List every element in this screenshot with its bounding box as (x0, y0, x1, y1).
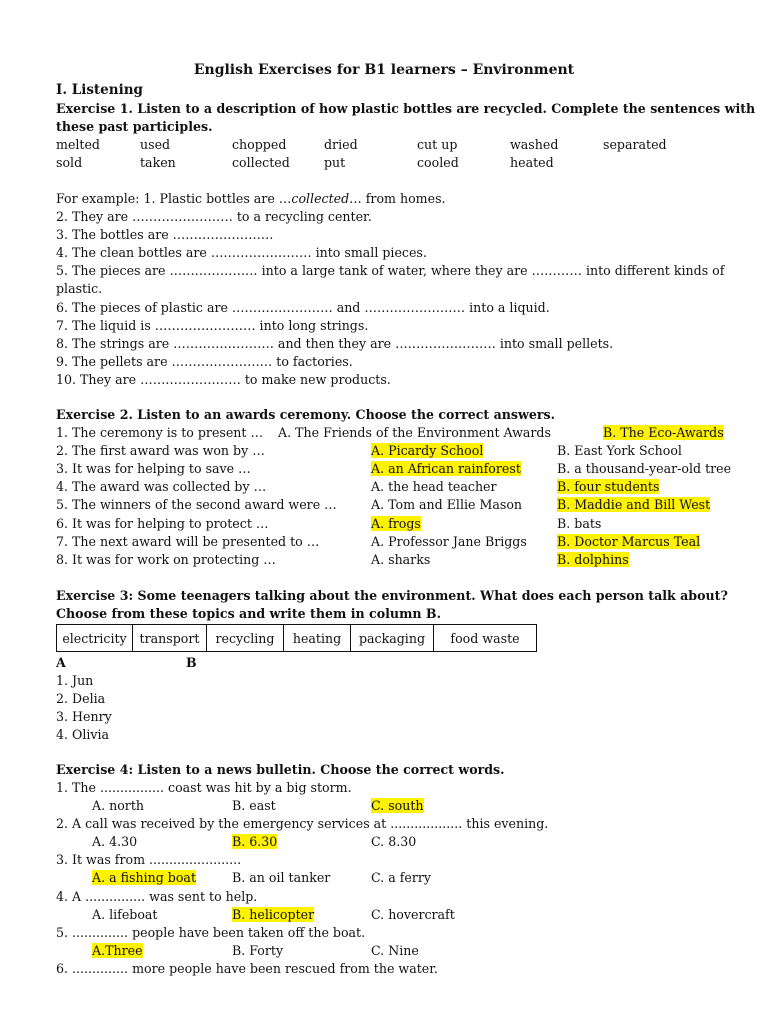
ex4-option-text: B. an oil tanker (232, 870, 331, 886)
section-heading: I. Listening (56, 82, 143, 98)
ex2-option-a (278, 425, 551, 441)
ex4-question: 2. A call was received by the emergency services at .................. this evening. (56, 816, 549, 832)
example-answer: collected (291, 191, 350, 206)
word-bank-word: washed (510, 137, 559, 152)
ex2-option-b (557, 479, 659, 495)
ex4-question: 5. .............. people have been taken off the boat. (56, 924, 366, 940)
ex4-option-text: A.Three (92, 942, 143, 958)
ex2-question (56, 497, 337, 513)
ex4-option (371, 834, 416, 850)
topics-table (56, 624, 537, 652)
ex2-option-b (557, 534, 700, 550)
ex2-option-b-text: B. The Eco-Awards (603, 425, 724, 440)
topic-cell: electricity (57, 625, 133, 652)
word-bank-word: separated (603, 137, 667, 152)
word-bank-word: melted (56, 137, 100, 152)
person-item: 3. Henry (56, 709, 112, 724)
ex1-sentence: plastic. (56, 281, 103, 296)
ex1-example (56, 191, 446, 207)
ex1-sentence: 10. They are …………………… to make new products. (56, 372, 391, 387)
ex1-sentence: 9. The pellets are …………………… to factories. (56, 354, 353, 369)
ex2-option-a-text: A. sharks (371, 552, 431, 567)
ex4-question: 6. .............. more people have been rescued from the water. (56, 961, 438, 976)
ex2-question-text: 1. The ceremony is to present … (56, 425, 264, 440)
ex2-option-b (557, 497, 710, 513)
ex2-option-a (371, 443, 483, 459)
word-bank-word: chopped (232, 137, 287, 152)
ex4-question: 1. The ................ coast was hit by a big storm. (56, 780, 352, 795)
word-bank-word: taken (140, 155, 176, 170)
ex2-option-a-text: A. frogs (371, 516, 421, 531)
ex4-option-text: C. Nine (371, 942, 419, 958)
ex4-question: 3. It was from ....................... (56, 852, 242, 868)
ex1-sentence: 6. The pieces of plastic are …………………… and …………………… into a liquid. (56, 300, 550, 315)
ex2-question-text: 7. The next award will be presented to … (56, 534, 320, 549)
word-bank-word: heated (510, 155, 554, 170)
ex4-option-text: A. lifeboat (92, 906, 158, 922)
topic-cell: recycling (207, 625, 284, 652)
ex2-option-a (371, 461, 521, 477)
ex2-option-a (371, 552, 430, 568)
ex4-option (371, 798, 424, 814)
ex4-option-text: A. north (92, 798, 144, 813)
ex4-question: 4. A ............... was sent to help. (56, 888, 258, 904)
ex4-option-text: B. 6.30 (232, 834, 278, 850)
ex2-option-a (371, 479, 497, 495)
word-bank-word: dried (324, 137, 358, 152)
ex2-option-b-text: B. Maddie and Bill West (557, 497, 711, 512)
ex2-question-text: 4. The award was collected by … (56, 479, 267, 494)
ex2-option-b (557, 461, 731, 477)
ex4-option (371, 870, 431, 886)
word-bank-word: put (324, 155, 346, 170)
ex2-option-b (557, 516, 601, 532)
ex4-option (371, 943, 419, 959)
ex4-option (371, 907, 455, 923)
ex2-question-text: 8. It was for work on protecting … (56, 552, 276, 567)
ex2-option-b (603, 425, 724, 441)
ex4-option-text: C. 8.30 (371, 834, 417, 850)
ex4-option-text: A. 4.30 (92, 834, 138, 850)
topic-cell: packaging (351, 625, 434, 652)
ex2-option-a-text: A. Professor Jane Briggs (371, 534, 527, 549)
ex3-heading-cont: Choose from these topics and write them in column B. (56, 606, 441, 621)
ex2-option-a-text: A. Picardy School (371, 443, 484, 458)
ex2-question-text: 2. The first award was won by … (56, 443, 265, 458)
ex1-sentence: 4. The clean bottles are …………………… into small pieces. (56, 245, 427, 260)
ex2-option-b-text: B. Doctor Marcus Teal (557, 534, 701, 549)
ex4-option-text: B. Forty (232, 942, 284, 958)
ex4-option-text: C. a ferry (371, 870, 431, 886)
ex2-option-a-text: A. Tom and Ellie Mason (371, 497, 523, 512)
ex4-option (232, 943, 283, 959)
ex2-question (56, 461, 251, 477)
topic-cell: heating (284, 625, 351, 652)
ex2-question-text: 6. It was for helping to protect … (56, 516, 269, 531)
word-bank-word: used (140, 137, 171, 152)
ex4-option-text: C. south (371, 798, 424, 813)
ex2-option-b-text: B. dolphins (557, 552, 629, 567)
ex2-option-a (371, 497, 522, 513)
ex4-option (92, 943, 143, 959)
column-b-header: B (186, 655, 197, 670)
ex3-heading: Exercise 3: Some teenagers talking about the environment. What does each person talk about? (56, 588, 728, 603)
person-item: 1. Jun (56, 673, 94, 688)
ex2-option-a (371, 534, 527, 550)
ex1-sentence: 7. The liquid is …………………… into long strings. (56, 318, 369, 333)
ex2-option-a-text: A. the head teacher (371, 479, 497, 494)
ex4-option (232, 798, 276, 814)
column-a-header: A (56, 655, 66, 670)
ex1-heading: Exercise 1. Listen to a description of how plastic bottles are recycled. Complete the sentences with (56, 101, 756, 116)
ex2-question (56, 552, 276, 568)
ex4-option (92, 834, 137, 850)
person-item: 2. Delia (56, 691, 106, 706)
example-prefix: For example: 1. Plastic bottles are … (56, 191, 292, 206)
ex4-option (232, 870, 330, 886)
word-bank-word: cooled (417, 155, 459, 170)
ex2-question (56, 425, 263, 441)
ex1-sentence: 5. The pieces are ………………… into a large tank of water, where they are ………… into different kinds of (56, 263, 725, 278)
ex2-option-a-text: A. The Friends of the Environment Awards (278, 425, 551, 440)
word-bank-word: sold (56, 155, 83, 170)
ex4-option-text: C. hovercraft (371, 906, 455, 922)
ex4-option (232, 907, 314, 923)
ex4-option (92, 870, 196, 886)
ex2-question (56, 534, 319, 550)
topic-cell: transport (133, 625, 207, 652)
ex4-option (92, 907, 157, 923)
ex2-option-b-text: B. a thousand-year-old tree (557, 461, 732, 476)
ex2-question (56, 479, 266, 495)
page-title: English Exercises for B1 learners – Environment (193, 62, 575, 78)
ex2-option-a-text: A. an African rainforest (371, 461, 521, 476)
ex2-option-b-text: B. four students (557, 479, 660, 494)
ex2-option-b-text: B. East York School (557, 443, 682, 458)
ex4-option (92, 798, 144, 814)
ex2-option-b-text: B. bats (557, 516, 602, 531)
ex2-option-b (557, 443, 682, 459)
ex2-option-a (371, 516, 421, 532)
ex4-option-text: A. a fishing boat (92, 870, 197, 886)
word-bank-word: collected (232, 155, 290, 170)
ex2-question-text: 3. It was for helping to save … (56, 461, 251, 476)
ex1-sentence: 8. The strings are …………………… and then they are …………………… into small pellets. (56, 336, 614, 351)
ex2-question (56, 443, 265, 459)
example-suffix: … from homes. (349, 191, 446, 206)
ex2-question (56, 516, 268, 532)
ex4-heading: Exercise 4: Listen to a news bulletin. Choose the correct words. (56, 762, 505, 777)
ex4-option-text: B. helicopter (232, 906, 315, 922)
ex1-sentence: 2. They are …………………… to a recycling center. (56, 209, 372, 224)
person-item: 4. Olivia (56, 727, 110, 742)
ex4-option (232, 834, 277, 850)
topic-cell: food waste (434, 625, 537, 652)
ex2-heading: Exercise 2. Listen to an awards ceremony. Choose the correct answers. (56, 407, 555, 422)
ex1-heading-cont: these past participles. (56, 119, 213, 134)
ex1-sentence: 3. The bottles are …………………… (56, 227, 274, 242)
ex2-option-b (557, 552, 629, 568)
word-bank-word: cut up (417, 137, 458, 152)
ex4-option-text: B. east (232, 798, 276, 813)
ex2-question-text: 5. The winners of the second award were … (56, 497, 337, 512)
